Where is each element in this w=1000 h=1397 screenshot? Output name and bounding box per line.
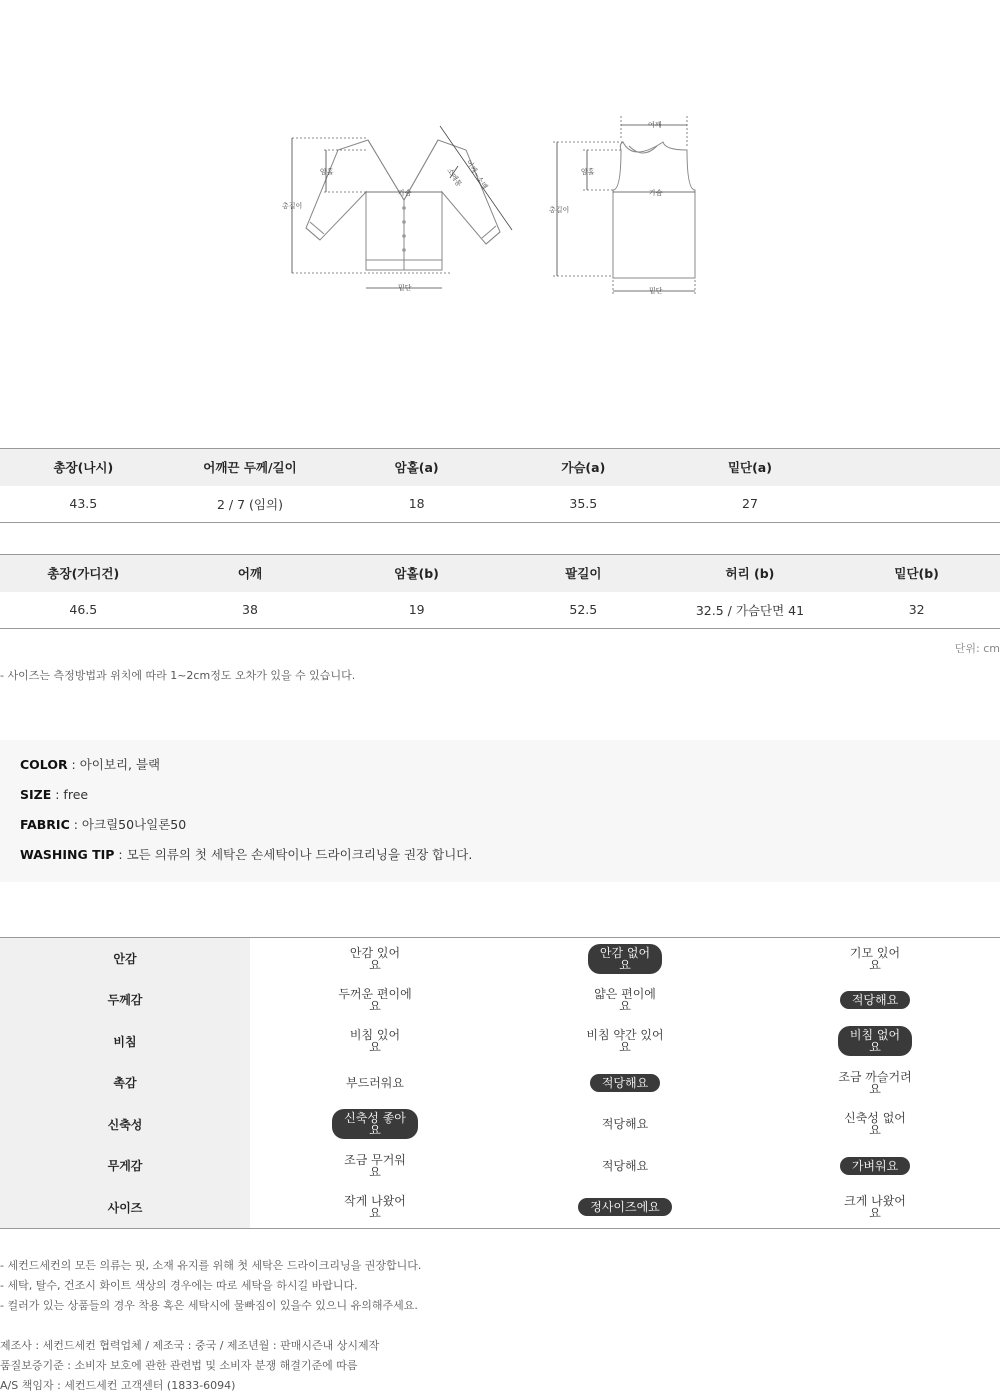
size-note: - 사이즈는 측정방법과 위치에 따라 1~2cm정도 오차가 있을 수 있습니다. xyxy=(0,669,356,682)
feel-option-cell xyxy=(750,979,1000,1021)
feel-option: 얇은 편이에 요 xyxy=(594,986,656,1013)
feel-row xyxy=(0,1062,1000,1104)
feel-option-cell xyxy=(250,1187,500,1229)
feel-option-cell xyxy=(750,938,1000,980)
feel-row-label: 안감 xyxy=(0,938,250,980)
feel-option-cell xyxy=(250,1021,500,1063)
table-header-cell: 밑단(a) xyxy=(667,449,834,486)
care-notes xyxy=(0,1259,421,1319)
cardigan-sleeve-length-label: 어깨~소매 xyxy=(464,158,489,191)
feel-option-cell xyxy=(750,1021,1000,1063)
cardigan-diagram xyxy=(280,110,520,310)
feel-option-selected: 비침 없어 요 xyxy=(838,1026,912,1056)
feel-option: 적당해요 xyxy=(601,1158,649,1173)
feel-option: 부드러워요 xyxy=(346,1075,404,1090)
table-cell: 43.5 xyxy=(0,486,167,523)
vest-diagram xyxy=(545,110,715,310)
table-cell: 38 xyxy=(167,592,334,629)
manufacturer-info xyxy=(0,1339,379,1397)
info-value: : 아크릴50나일론50 xyxy=(69,817,187,832)
info-row-fabric xyxy=(20,818,980,848)
size-table-sleeveless xyxy=(0,448,1000,523)
vest-armhole-label: 암홀 xyxy=(581,168,595,176)
size-table-cardigan xyxy=(0,554,1000,629)
feel-option: 조금 무거워 요 xyxy=(344,1152,406,1179)
cardigan-armhole-label: 암홀 xyxy=(320,168,334,176)
info-key: WASHING TIP xyxy=(20,847,115,862)
cardigan-sleeve-width-label: 소매통 xyxy=(445,166,464,189)
cardigan-chest-label: 가슴 xyxy=(398,189,412,197)
feel-row xyxy=(0,1021,1000,1063)
table-header-cell: 암홀(b) xyxy=(333,555,500,592)
info-value: : 모든 의류의 첫 세탁은 손세탁이나 드라이크리닝을 권장 합니다. xyxy=(114,847,473,862)
feel-option-cell xyxy=(500,1145,750,1187)
feel-row-label: 촉감 xyxy=(0,1062,250,1104)
cardigan-total-length-label: 총길이 xyxy=(282,202,303,210)
product-info-box xyxy=(0,740,1000,882)
feel-option-selected: 가벼워요 xyxy=(840,1157,910,1175)
feel-row-label: 두께감 xyxy=(0,979,250,1021)
table-cell: 35.5 xyxy=(500,486,667,523)
feel-option: 비침 약간 있어 요 xyxy=(586,1028,664,1055)
feel-row xyxy=(0,979,1000,1021)
table-cell: 18 xyxy=(333,486,500,523)
table-header-cell: 팔길이 xyxy=(500,555,667,592)
info-value: : 아이보리, 블랙 xyxy=(67,757,161,772)
table-header-cell: 어깨 xyxy=(167,555,334,592)
info-key: SIZE xyxy=(20,787,52,802)
feel-option-cell xyxy=(250,1145,500,1187)
feel-option-cell xyxy=(250,1062,500,1104)
feel-option-selected: 정사이즈에요 xyxy=(578,1198,672,1216)
feel-option-cell xyxy=(500,979,750,1021)
feel-option: 조금 까슬거려 요 xyxy=(838,1069,912,1096)
feel-option: 신축성 없어 요 xyxy=(844,1111,906,1138)
vest-shoulder-label: 어깨 xyxy=(648,121,662,129)
table-cell: 32.5 / 가슴단면 41 xyxy=(667,592,834,629)
care-note: - 세탁, 탈수, 건조시 화이트 색상의 경우에는 따로 세탁을 하시길 바랍니다. xyxy=(0,1279,358,1292)
feel-row-label: 비침 xyxy=(0,1021,250,1063)
feel-option-selected: 안감 없어 요 xyxy=(588,944,662,974)
info-row-washing-tip xyxy=(20,848,980,878)
table-cell: 27 xyxy=(667,486,834,523)
feel-row xyxy=(0,1187,1000,1229)
feel-option-cell xyxy=(500,1104,750,1146)
feel-option-cell xyxy=(750,1187,1000,1229)
as-line: A/S 책임자 : 세컨드세컨 고객센터 (1833-6094) xyxy=(0,1379,236,1392)
table-header-cell xyxy=(833,449,1000,486)
vest-total-length-label: 총길이 xyxy=(549,206,570,214)
feel-option-cell xyxy=(750,1145,1000,1187)
table-header-cell: 어깨끈 두께/길이 xyxy=(167,449,334,486)
table-cell: 46.5 xyxy=(0,592,167,629)
feel-option-cell xyxy=(500,1021,750,1063)
feel-option: 크게 나왔어 요 xyxy=(844,1194,906,1220)
table-header-cell: 총장(가디건) xyxy=(0,555,167,592)
table-cell: 32 xyxy=(833,592,1000,629)
table-header-cell: 암홀(a) xyxy=(333,449,500,486)
table-header-cell: 밑단(b) xyxy=(833,555,1000,592)
feel-row xyxy=(0,1104,1000,1146)
feel-option: 안감 있어 요 xyxy=(349,945,401,972)
feel-option-cell xyxy=(500,1187,750,1229)
feel-option: 작게 나왔어 요 xyxy=(344,1194,406,1220)
manufacturer-line: 제조사 : 세컨드세컨 협력업체 / 제조국 : 중국 / 제조년월 : 판매시즌내 상시제작 xyxy=(0,1339,380,1352)
table-cell: 2 / 7 (임의) xyxy=(167,486,334,523)
feel-option-cell xyxy=(500,1062,750,1104)
feel-option-cell xyxy=(250,979,500,1021)
cardigan-hem-label: 밑단 xyxy=(398,284,412,292)
table-header-row xyxy=(0,555,1000,592)
table-cell: 52.5 xyxy=(500,592,667,629)
feel-row xyxy=(0,938,1000,980)
care-note: - 세컨드세컨의 모든 의류는 핏, 소재 유지를 위해 첫 세탁은 드라이크리닝을 권장합니다. xyxy=(0,1259,422,1272)
feel-row xyxy=(0,1145,1000,1187)
feel-option: 두꺼운 편이에 요 xyxy=(338,986,412,1013)
feel-option: 비침 있어 요 xyxy=(349,1028,401,1055)
feel-option-cell xyxy=(750,1104,1000,1146)
table-row xyxy=(0,592,1000,629)
info-value: : free xyxy=(51,787,89,802)
care-note: - 컬러가 있는 상품들의 경우 착용 혹은 세탁시에 물빠짐이 있을수 있으니 유의해주세요. xyxy=(0,1299,418,1312)
vest-hem-label: 밑단 xyxy=(649,287,663,295)
size-diagram xyxy=(0,110,1000,310)
feel-option-selected: 신축성 좋아 요 xyxy=(332,1109,418,1139)
table-header-cell: 허리 (b) xyxy=(667,555,834,592)
table-header-row xyxy=(0,449,1000,486)
feel-option: 기모 있어 요 xyxy=(849,945,901,972)
feel-option-selected: 적당해요 xyxy=(590,1074,660,1092)
feel-row-label: 무게감 xyxy=(0,1145,250,1187)
feel-option-selected: 적당해요 xyxy=(840,991,910,1009)
table-header-cell: 총장(나시) xyxy=(0,449,167,486)
feel-option: 적당해요 xyxy=(601,1117,649,1132)
feel-option-cell xyxy=(750,1062,1000,1104)
info-row-size xyxy=(20,788,980,818)
feel-option-cell xyxy=(250,1104,500,1146)
vest-chest-label: 가슴 xyxy=(649,189,663,197)
info-key: COLOR xyxy=(20,757,68,772)
unit-label: 단위: cm xyxy=(954,642,1000,655)
feel-row-label: 신축성 xyxy=(0,1104,250,1146)
table-header-cell: 가슴(a) xyxy=(500,449,667,486)
feel-option-cell xyxy=(250,938,500,980)
table-cell xyxy=(833,486,1000,523)
table-cell: 19 xyxy=(333,592,500,629)
info-key: FABRIC xyxy=(20,817,70,832)
feel-option-cell xyxy=(500,938,750,980)
feel-row-label: 사이즈 xyxy=(0,1187,250,1229)
quality-line: 품질보증기준 : 소비자 보호에 관한 관련법 및 소비자 분쟁 해결기준에 따름 xyxy=(0,1359,358,1372)
table-row xyxy=(0,486,1000,523)
fabric-feel-table xyxy=(0,937,1000,1229)
info-row-color xyxy=(20,758,980,788)
